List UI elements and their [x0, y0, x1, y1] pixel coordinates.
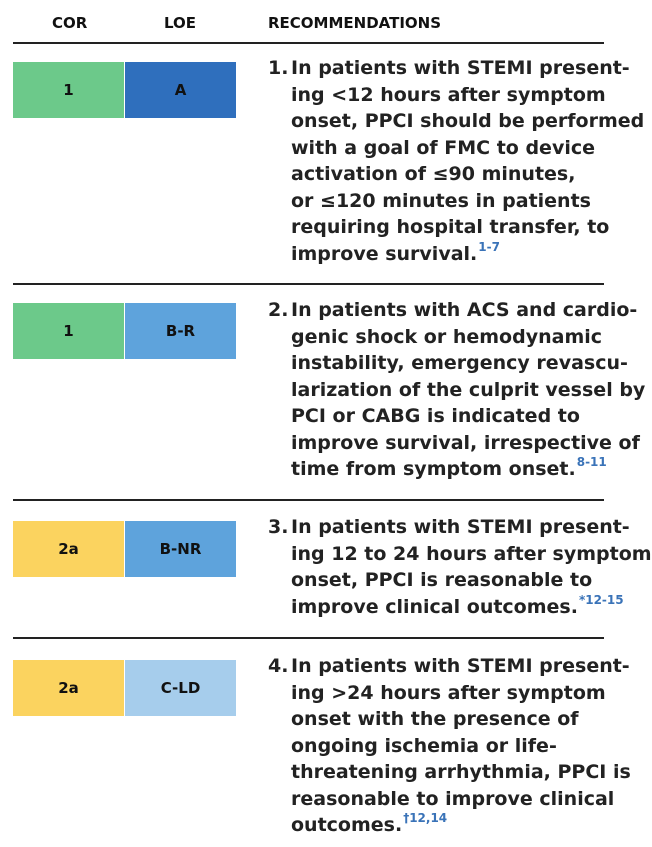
- text-line: requiring hospital transfer, to: [291, 216, 610, 238]
- row-divider: [13, 637, 604, 639]
- text-line: outcomes.: [291, 814, 403, 836]
- text-line: genic shock or hemodynamic: [291, 325, 603, 348]
- recommendation-number: 4.: [268, 655, 289, 677]
- text-line: improve survival, irrespective of: [291, 431, 640, 454]
- reference-superscript: *12-15: [578, 592, 624, 607]
- text-line: ing >24 hours after symptom: [291, 681, 606, 704]
- text-line: ongoing ischemia or life-: [291, 734, 557, 757]
- reference-superscript: †12,14: [403, 811, 448, 825]
- text-line: larization of the culprit vessel by: [291, 378, 646, 401]
- text-line: In patients with STEMI present-: [291, 57, 630, 79]
- header-divider: [13, 42, 604, 44]
- cor-badge: 2a: [13, 521, 124, 577]
- text-line: improve survival.: [291, 242, 478, 265]
- text-line: PCI or CABG is indicated to: [291, 405, 580, 427]
- recommendation-text-3: [268, 514, 652, 622]
- recommendation-number: 1.: [268, 57, 289, 79]
- text-line: or ≤120 minutes in patients: [291, 189, 591, 212]
- text-line: In patients with STEMI present-: [291, 516, 630, 538]
- text-line: activation of ≤90 minutes,: [291, 163, 576, 185]
- text-line: ing <12 hours after symptom: [291, 83, 606, 106]
- text-line: In patients with ACS and cardio-: [291, 299, 638, 321]
- table-header: [0, 0, 610, 44]
- loe-badge: C-LD: [125, 660, 236, 716]
- text-line: improve clinical outcomes.: [291, 595, 578, 618]
- text-line: ing 12 to 24 hours after symptom: [291, 542, 652, 565]
- text-line: threatening arrhythmia, PPCI is: [291, 761, 631, 783]
- row-divider: [13, 499, 604, 501]
- loe-badge: B-NR: [125, 521, 236, 577]
- text-line: onset, PPCI is reasonable to: [291, 569, 593, 591]
- recommendation-text-2: [268, 297, 646, 485]
- reference-superscript: 8-11: [576, 455, 607, 469]
- reference-superscript: 1-7: [478, 239, 500, 254]
- text-line: In patients with STEMI present-: [291, 655, 630, 677]
- recommendation-number: 2.: [268, 299, 289, 321]
- recommendation-text-1: [268, 55, 645, 269]
- recommendation-text-4: [268, 653, 631, 841]
- text-line: reasonable to improve clinical: [291, 787, 615, 810]
- loe-badge: B-R: [125, 303, 236, 359]
- header-cor: COR: [52, 14, 88, 32]
- recommendation-number: 3.: [268, 516, 289, 538]
- text-line: with a goal of FMC to device: [291, 136, 595, 159]
- text-line: onset, PPCI should be performed: [291, 110, 645, 132]
- cor-badge: 1: [13, 303, 124, 359]
- loe-badge: A: [125, 62, 236, 118]
- text-line: time from symptom onset.: [291, 458, 576, 480]
- text-line: onset with the presence of: [291, 708, 579, 730]
- row-divider: [13, 283, 604, 285]
- header-recommendations: RECOMMENDATIONS: [268, 14, 442, 32]
- header-loe: LOE: [164, 14, 197, 32]
- cor-badge: 2a: [13, 660, 124, 716]
- cor-badge: 1: [13, 62, 124, 118]
- text-line: instability, emergency revascu-: [291, 352, 628, 374]
